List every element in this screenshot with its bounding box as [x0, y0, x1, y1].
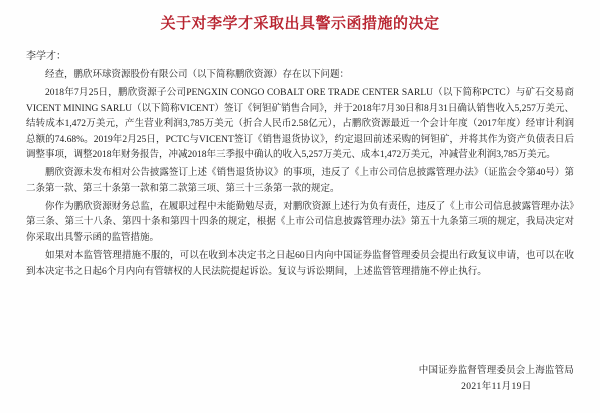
- paragraph-5: 如果对本监管管理措施不服的，可以在收到本决定书之日起60日内向中国证券监督管理委员会提出行政复议申请，也可以在收到本决定书之日起6个月内向有管辖权的人民法院提起诉讼。复议与诉讼期间，上述监管管理措施不停止执行。: [26, 251, 574, 277]
- signature-block: [419, 363, 574, 395]
- paragraph-1: 经查，鹏欣环球资源股份有限公司（以下简称鹏欣资源）存在以下问题：: [45, 70, 350, 80]
- paragraph-2: 2018年7月25日，鹏欣资源子公司PENGXIN CONGO COBALT ORE TRADE CENTER SARLU（以下简称PCTC）与矿石交易商VICENT MINING SARLU（以下简称VICENT）签订《钶钽矿销售合同》，并于2018年7月30日和8月31日确认销售收入5,257万美元、结转成本1,472万美元，产生营业利润3,785万美元（折合人民币2.58亿元），占鹏欣资源最近一个会计年度（2017年度）经审计利润总额的74.68%。2019年2月25日，PCTC与VICENT签订《销售退货协议》，约定退回前述采购的钶钽矿，并将其作为资产负债表日后调整事项，调整2018年财务报告，冲减2018年三季报中确认的收入5,257万美元、成本1,472万美元，冲减营业利润3,785万美元。: [26, 88, 574, 160]
- salutation: 李学才：: [26, 51, 66, 62]
- paragraph-3: 鹏欣资源未发布相对公告披露签订上述《销售退货协议》的事项，违反了《上市公司信息披露管理办法》（证监会令第40号）第二条第一款、第三十条第一款和第二款第三项、第三十三条第一款的规定。: [26, 168, 574, 194]
- signature-date: 2021年11月19日: [461, 381, 532, 392]
- signature-organization: 中国证券监督管理委员会上海监管局: [418, 365, 574, 376]
- document-body: [0, 49, 600, 280]
- page-bottom-rule: [0, 409, 600, 413]
- paragraph-4: 你作为鹏欣资源财务总监，在履职过程中未能勤勉尽责，对鹏欣资源上述行为负有责任，违反了《上市公司信息披露管理办法》第三条、第三十八条、第四十条和第四十四条的规定，根据《上市公司信息披露管理办法》第五十九条第三项的规定，我局决定对你采取出具警示函的监管措施。: [26, 202, 574, 243]
- page-title: 关于对李学才采取出具警示函措施的决定: [160, 16, 440, 32]
